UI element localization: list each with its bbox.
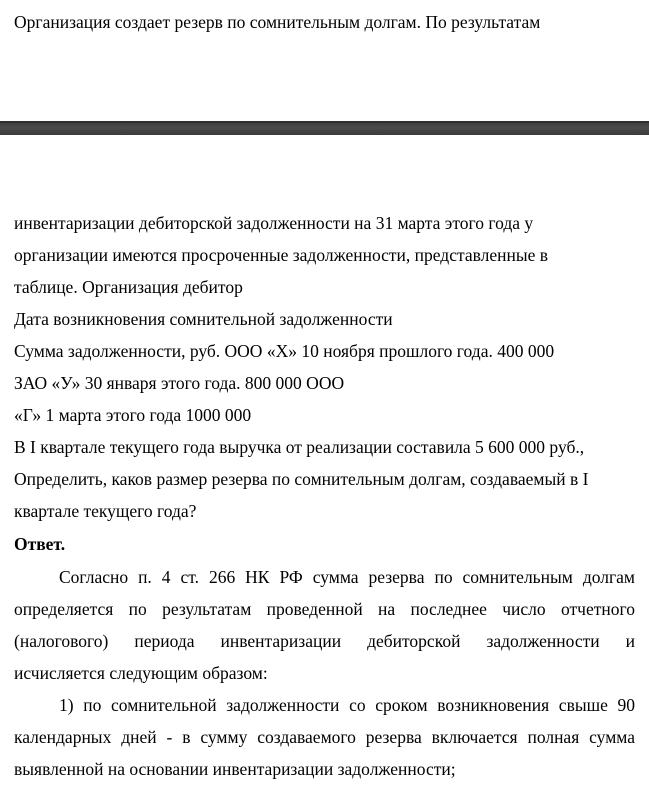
answer-heading: Ответ.	[14, 534, 66, 554]
problem-line-7: «Г» 1 марта этого года 1000 000	[14, 405, 252, 425]
problem-line-5: Сумма задолженности, руб. ООО «Х» 10 ноября прошлого года. 400 000	[14, 341, 555, 361]
answer-line-5: 1) по сомнительной задолженности со сроком возникновения свыше 90	[59, 695, 635, 715]
problem-line-3: таблице. Организация дебитор	[14, 277, 243, 297]
text-line-intro: Организация создает резерв по сомнительным долгам. По результатам	[14, 12, 541, 32]
answer-line-7: выявленной на основании инвентаризации задолженности;	[14, 759, 456, 779]
problem-line-8: В I квартале текущего года выручка от реализации составила 5 600 000 руб.,	[14, 437, 585, 457]
page-break-divider	[0, 121, 649, 135]
problem-line-9: Определить, каков размер резерва по сомнительным долгам, создаваемый в I	[14, 469, 589, 489]
problem-line-6: ЗАО «У» 30 января этого года. 800 000 ООО	[14, 373, 345, 393]
answer-line-6: календарных дней - в сумму создаваемого резерва включается полная сумма	[14, 727, 635, 747]
problem-line-2: организации имеются просроченные задолженности, представленные в	[14, 245, 549, 265]
problem-line-1: инвентаризации дебиторской задолженности на 31 марта этого года у	[14, 213, 534, 233]
problem-line-10: квартале текущего года?	[14, 501, 197, 521]
answer-line-4: исчисляется следующим образом:	[14, 663, 268, 683]
answer-line-1: Согласно п. 4 ст. 266 НК РФ сумма резерва по сомнительным долгам	[59, 567, 635, 587]
answer-line-2: определяется по результатам проведенной на последнее число отчетного	[14, 599, 635, 619]
problem-line-4: Дата возникновения сомнительной задолженности	[14, 309, 393, 329]
answer-line-3: (налогового) периода инвентаризации дебиторской задолженности и	[14, 631, 635, 651]
